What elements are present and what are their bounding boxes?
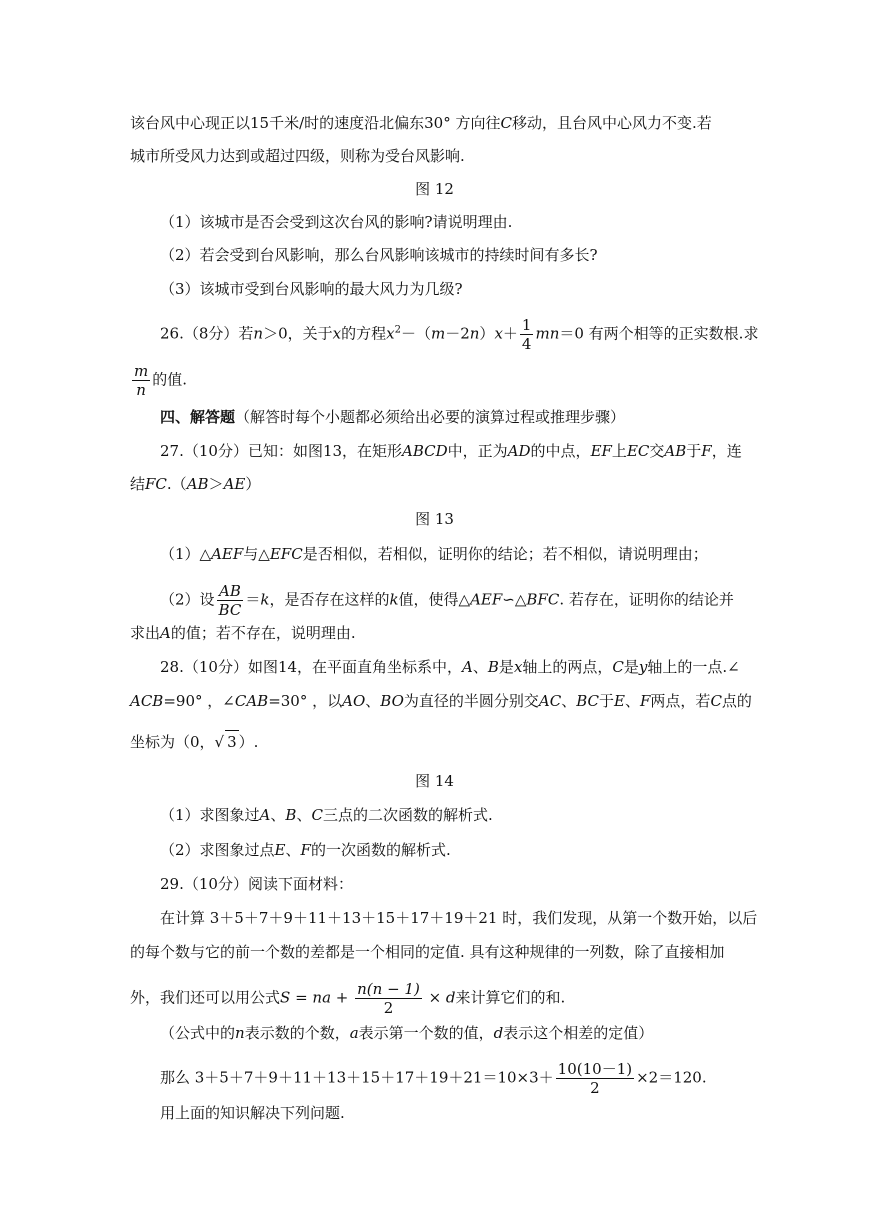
question-item	[160, 543, 708, 565]
question-26	[160, 316, 758, 353]
text-run: ，连	[711, 442, 742, 460]
var: mn	[535, 324, 560, 343]
sqrt-radicand: 3	[225, 730, 239, 753]
text-run: 的一次函数的解析式.	[310, 841, 451, 859]
text-run: 表示这个相差的定值）	[503, 1024, 654, 1042]
var: na	[312, 988, 332, 1007]
fraction-numerator: n(n − 1)	[357, 980, 420, 998]
text-run: 、	[285, 841, 301, 859]
var: n	[136, 381, 146, 399]
text-run: 27.（10分）已知：如图13，在矩形	[160, 442, 403, 460]
text-run: . 若存在，证明你的结论并	[559, 590, 734, 609]
var: C	[311, 806, 323, 824]
var: AB	[664, 442, 687, 460]
var: AO	[342, 692, 366, 710]
question-item	[160, 582, 734, 619]
text-run: （公式中的	[160, 1024, 236, 1042]
text-run: 点的	[721, 692, 752, 710]
var: AB	[219, 582, 241, 600]
text-run: 、	[296, 806, 312, 824]
sqrt-sign: √	[214, 733, 225, 751]
question-item: （2）若会受到台风影响，那么台风影响该城市的持续时间有多长?	[160, 246, 598, 264]
question-item: （1）该城市是否会受到这次台风的影响?请说明理由.	[160, 213, 513, 231]
text-line	[130, 980, 565, 1017]
text-run: =90° ，∠	[163, 692, 235, 710]
question-item	[160, 839, 451, 861]
text-run: ＋	[502, 324, 518, 343]
var: x	[513, 658, 523, 676]
var: B	[285, 806, 297, 824]
text-line: 在计算 3＋5＋7＋9＋11＋13＋15＋17＋19＋21 时，我们发现，从第一个数开始，以后	[160, 909, 758, 927]
figure-caption: 图 14	[415, 772, 454, 790]
var: C	[612, 658, 624, 676]
var: AEF	[211, 545, 244, 563]
text-line	[130, 730, 258, 753]
var: E	[614, 692, 625, 710]
var: k	[389, 590, 399, 609]
text-run: ＞	[208, 475, 224, 493]
var: A	[160, 624, 171, 642]
text-run: 求出	[130, 624, 161, 642]
text-run: 于	[686, 442, 702, 460]
var: x	[494, 324, 503, 343]
text-run: 轴上的一点.∠	[647, 658, 740, 676]
var: n	[235, 1024, 245, 1042]
text-run: =	[290, 988, 313, 1007]
var: m	[430, 324, 446, 343]
text-run: 两点，若	[650, 692, 711, 710]
text-run: ×	[423, 988, 446, 1007]
var: A	[259, 806, 271, 824]
text-run: （1）△	[160, 545, 212, 563]
var: CAB	[234, 692, 269, 710]
exponent: 2	[394, 324, 401, 336]
var: AC	[538, 692, 562, 710]
var-C: C	[500, 114, 512, 132]
text-run: 的值.	[152, 370, 188, 389]
text-run: ＝0 有两个相等的正实数根.求	[559, 324, 759, 343]
fraction	[132, 362, 150, 399]
question-item: （3）该城市受到台风影响的最大风力为几级?	[160, 280, 463, 298]
var: B	[487, 658, 499, 676]
text-run: 、	[561, 692, 577, 710]
text-line: 城市所受风力达到或超过四级，则称为受台风影响.	[130, 147, 465, 165]
text-run: 的值；若不存在，说明理由.	[170, 624, 356, 642]
text-run: 为直径的半圆分别交	[403, 692, 539, 710]
fraction-denominator: 2	[590, 1079, 600, 1097]
fraction	[355, 980, 422, 1017]
var: S	[280, 988, 291, 1007]
text-line	[130, 473, 260, 495]
text-run: ∽△	[502, 590, 527, 609]
var: n	[253, 324, 264, 343]
figure-caption: 图 13	[415, 510, 454, 528]
text-run: 的中点，	[530, 442, 591, 460]
var: x	[386, 324, 395, 343]
text-run: 、	[624, 692, 640, 710]
var: a	[349, 1024, 359, 1042]
text-run: 28.（10分）如图14，在平面直角坐标系中，	[160, 658, 463, 676]
text-run: 26.（8分）若	[160, 324, 254, 343]
text-run: 表示第一个数的值，	[358, 1024, 494, 1042]
text-run: +	[331, 988, 354, 1007]
text-run: 的方程	[341, 324, 387, 343]
text-run: 、	[270, 806, 286, 824]
text-line	[130, 622, 356, 644]
question-28	[160, 656, 740, 678]
text-run: －2	[445, 324, 470, 343]
text-run: 是否相似，若相似，证明你的结论；若不相似，请说明理由；	[302, 545, 708, 563]
text-run: （2）求图象过点	[160, 841, 275, 859]
fraction-denominator	[132, 381, 150, 399]
var: AD	[507, 442, 531, 460]
var: E	[274, 841, 286, 859]
var: AEF	[470, 590, 503, 609]
section-title: 四、解答题	[160, 408, 236, 426]
text-run: 交	[649, 442, 665, 460]
text-run: 移动，且台风中心风力不变.若	[511, 114, 712, 132]
var: AE	[223, 475, 246, 493]
fraction-denominator: 2	[383, 999, 394, 1017]
var: k	[260, 590, 270, 609]
text-run: ）	[245, 475, 261, 493]
text-run: 坐标为（0，	[130, 733, 215, 751]
text-run: 于	[599, 692, 615, 710]
text-run: （2）设	[160, 590, 215, 609]
text-run: 中，正为	[447, 442, 508, 460]
question-27	[160, 440, 742, 462]
text-run: ）.	[238, 733, 259, 751]
fraction	[217, 582, 244, 619]
text-run: 那么 3＋5＋7＋9＋11＋13＋15＋17＋19＋21＝10×3＋	[160, 1068, 554, 1087]
text-run: 是	[498, 658, 514, 676]
text-run: ×2＝120.	[636, 1068, 707, 1087]
text-run: 上	[611, 442, 627, 460]
var: A	[462, 658, 473, 676]
var: d	[445, 988, 456, 1007]
text-line: 用上面的知识解决下列问题.	[160, 1104, 345, 1122]
fraction	[520, 316, 534, 353]
text-run: .（	[166, 475, 187, 493]
var: y	[638, 658, 648, 676]
var: d	[493, 1024, 504, 1042]
var: ABCD	[402, 442, 448, 460]
section-heading	[160, 406, 625, 428]
var: BC	[576, 692, 600, 710]
section-note: （解答时每个小题都必须给出必要的演算过程或推理步骤）	[235, 408, 626, 426]
fraction	[556, 1060, 634, 1097]
fraction-numerator	[217, 582, 244, 601]
var: m	[134, 362, 149, 380]
text-run: 、	[472, 658, 488, 676]
var: BO	[380, 692, 404, 710]
text-run: －（	[400, 324, 431, 343]
fraction-denominator: 4	[521, 335, 532, 353]
text-run: ＝	[245, 590, 261, 609]
text-line	[130, 112, 712, 134]
text-run: 三点的二次函数的解析式.	[322, 806, 493, 824]
var: AB	[186, 475, 209, 493]
fraction-denominator	[217, 601, 244, 619]
text-line: 的每个数与它的前一个数的差都是一个相同的定值. 具有这种规律的一列数，除了直接相加	[130, 943, 725, 961]
text-run: 轴上的两点，	[522, 658, 613, 676]
var: BC	[218, 601, 242, 619]
text-line	[130, 690, 752, 712]
text-line	[160, 1060, 707, 1097]
text-run: ）	[479, 324, 495, 343]
text-run: ，是否存在这样的	[269, 590, 390, 609]
var: EF	[590, 442, 612, 460]
var: EC	[626, 442, 650, 460]
text-run: 表示数的个数，	[244, 1024, 350, 1042]
text-line	[160, 1022, 653, 1044]
var: C	[710, 692, 722, 710]
var: x	[332, 324, 342, 343]
var: FC	[145, 475, 167, 493]
text-run: =30° ，以	[268, 692, 343, 710]
fraction-numerator: 10(10－1)	[557, 1060, 633, 1078]
text-run: 与△	[243, 545, 270, 563]
var: n	[469, 324, 480, 343]
text-run: 来计算它们的和.	[455, 988, 566, 1007]
fraction-numerator: 1	[521, 316, 532, 334]
var: F	[300, 841, 311, 859]
var: EFC	[269, 545, 303, 563]
question-29: 29.（10分）阅读下面材料：	[160, 875, 353, 893]
text-run: 是	[623, 658, 639, 676]
var: F	[640, 692, 651, 710]
var: ACB	[130, 692, 164, 710]
text-line	[130, 362, 187, 399]
figure-caption: 图 12	[415, 180, 454, 198]
text-run: 值，使得△	[398, 590, 471, 609]
text-run: ＞0，关于	[263, 324, 333, 343]
text-run: 外，我们还可以用公式	[130, 988, 281, 1007]
fraction-numerator	[132, 362, 150, 381]
text-run: 结	[130, 475, 146, 493]
question-item	[160, 804, 493, 826]
var: BFC	[526, 590, 560, 609]
text-run: 、	[365, 692, 381, 710]
var: F	[701, 442, 712, 460]
text-run: 该台风中心现正以15千米/时的速度沿北偏东30° 方向往	[130, 114, 501, 132]
text-run: （1）求图象过	[160, 806, 260, 824]
